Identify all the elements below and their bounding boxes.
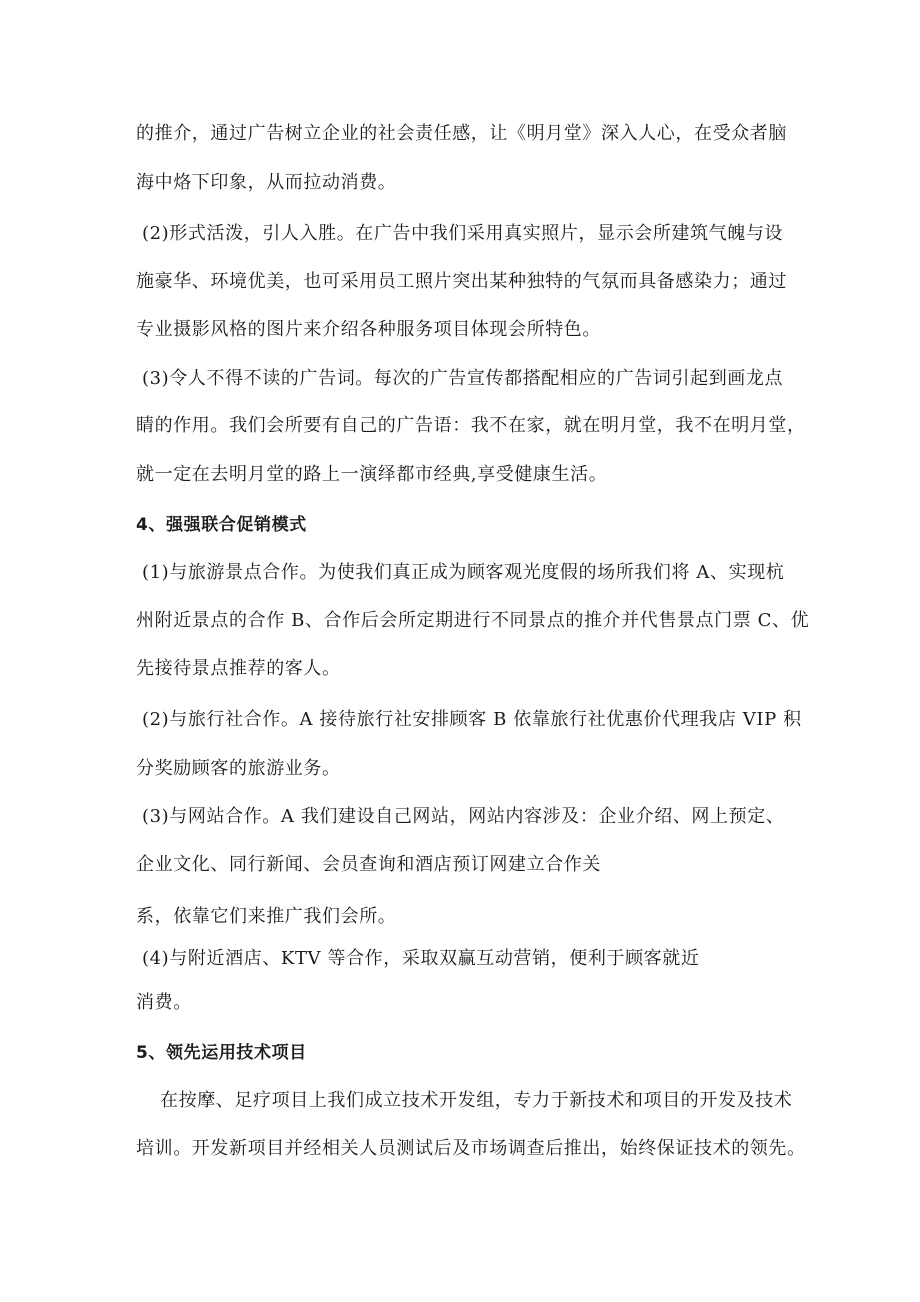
s4-item-3-line-3: 系，依靠它们来推广我们会所。: [136, 906, 397, 927]
s5-paragraph-line-1: 在按摩、足疗项目上我们成立技术开发组，专力于新技术和项目的开发及技术: [160, 1090, 793, 1111]
item-2-line-1: (2)形式活泼，引人入胜。在广告中我们采用真实照片，显示会所建筑气魄与设: [142, 223, 784, 244]
intro-line-2: 海中烙下印象，从而拉动消费。: [136, 172, 397, 193]
section-5-heading: 5、领先运用技术项目: [136, 1043, 307, 1063]
s4-item-1-line-3: 先接待景点推荐的客人。: [136, 658, 341, 679]
s4-item-3-line-2: 企业文化、同行新闻、会员查询和酒店预订网建立合作关: [136, 854, 601, 875]
s4-item-4-line-1: (4)与附近酒店、KTV 等合作，采取双赢互动营销，便利于顾客就近: [142, 948, 700, 969]
s4-item-1-line-1: (1)与旅游景点合作。为使我们真正成为顾客观光度假的场所我们将 A、实现杭: [142, 562, 785, 583]
s5-paragraph-line-2: 培训。开发新项目并经相关人员测试后及市场调查后推出，始终保证技术的领先。: [136, 1138, 806, 1159]
item-2-line-2: 施豪华、环境优美，也可采用员工照片突出某种独特的气氛而具备感染力；通过: [136, 271, 787, 292]
s4-item-2-line-2: 分奖励顾客的旅游业务。: [136, 758, 341, 779]
item-2-line-3: 专业摄影风格的图片来介绍各种服务项目体现会所特色。: [136, 319, 601, 340]
s4-item-3-line-1: (3)与网站合作。A 我们建设自己网站，网站内容涉及：企业介绍、网上预定、: [142, 806, 785, 827]
s4-item-4-line-2: 消费。: [136, 992, 192, 1013]
s4-item-1-line-2: 州附近景点的合作 B、合作后会所定期进行不同景点的推介并代售景点门票 C、优: [136, 610, 810, 631]
intro-line-1: 的推介，通过广告树立企业的社会责任感，让《明月堂》深入人心，在受众者脑: [136, 123, 787, 144]
section-4-heading: 4、强强联合促销模式: [136, 515, 307, 535]
s4-item-2-line-1: (2)与旅行社合作。A 接待旅行社安排顾客 B 依靠旅行社优惠价代理我店 VIP 积: [142, 709, 802, 730]
item-3-line-2: 睛的作用。我们会所要有自己的广告语：我不在家，就在明月堂，我不在明月堂，: [136, 415, 806, 436]
item-3-line-1: (3)令人不得不读的广告词。每次的广告宣传都搭配相应的广告词引起到画龙点: [142, 368, 784, 389]
item-3-line-3: 就一定在去明月堂的路上一演绎都市经典,享受健康生活。: [136, 464, 608, 485]
